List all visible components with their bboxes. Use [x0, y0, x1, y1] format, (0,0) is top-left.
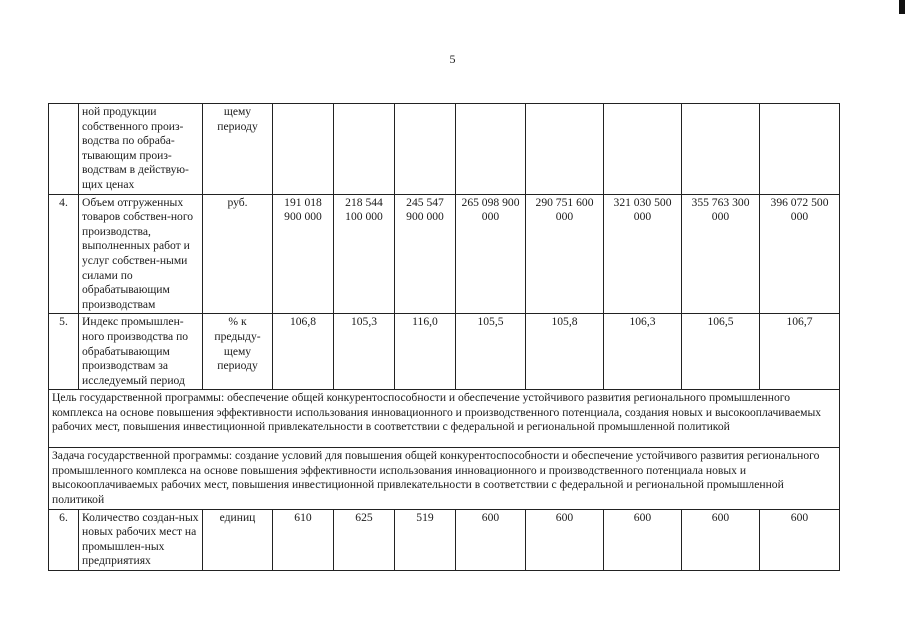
value-cell: 396 072 500 000: [760, 194, 840, 314]
value-cell: [273, 104, 334, 195]
value-cell: 106,8: [273, 314, 334, 390]
indicators-table: [48, 103, 840, 571]
value-cell: 290 751 600 000: [526, 194, 604, 314]
value-cell: [395, 104, 456, 195]
value-cell: [334, 104, 395, 195]
value-cell: 106,7: [760, 314, 840, 390]
value-cell: 106,5: [682, 314, 760, 390]
value-cell: 321 030 500 000: [604, 194, 682, 314]
table-row: [49, 509, 840, 570]
table-row: [49, 314, 840, 390]
value-cell: 245 547 900 000: [395, 194, 456, 314]
value-cell: 105,8: [526, 314, 604, 390]
program-goal: Цель государственной программы: обеспечение общей конкурентоспособности и обеспечение устойчивого развития регионального промышленного комплекса на основе повышения эффективности использования инновационного и производственного потенциала, создания новых и высокооплачиваемых рабочих мест, повышения инвестиционной привлекательности в соответствии с федеральной и региональной промышленной политикой: [49, 390, 840, 448]
value-cell: [760, 104, 840, 195]
value-cell: 625: [334, 509, 395, 570]
value-cell: [526, 104, 604, 195]
table-row: [49, 104, 840, 195]
value-cell: [456, 104, 526, 195]
value-cell: 105,3: [334, 314, 395, 390]
value-cell: [682, 104, 760, 195]
table-row: [49, 194, 840, 314]
value-cell: 600: [526, 509, 604, 570]
value-cell: 600: [682, 509, 760, 570]
unit-cell: единиц: [203, 509, 273, 570]
table-row: [49, 390, 840, 448]
value-cell: 355 763 300 000: [682, 194, 760, 314]
value-cell: 191 018 900 000: [273, 194, 334, 314]
edge-mark: [899, 0, 905, 14]
unit-cell: руб.: [203, 194, 273, 314]
value-cell: 600: [456, 509, 526, 570]
row-number: 5.: [49, 314, 79, 390]
row-number: [49, 104, 79, 195]
value-cell: 600: [760, 509, 840, 570]
value-cell: 600: [604, 509, 682, 570]
unit-cell: % к предыду-щему периоду: [203, 314, 273, 390]
program-task: Задача государственной программы: создание условий для повышения общей конкурентоспособности и обеспечение устойчивого развития регионального промышленного комплекса на основе повышения эффективности использования инновационного и производственного потенциала новых и высокооплачиваемых рабочих мест, повышения инвестиционной привлекательности в соответствии с федеральной и региональной промышленной политикой: [49, 448, 840, 509]
page-number: 5: [449, 52, 456, 66]
value-cell: 105,5: [456, 314, 526, 390]
value-cell: 610: [273, 509, 334, 570]
value-cell: 265 098 900 000: [456, 194, 526, 314]
row-number: 4.: [49, 194, 79, 314]
indicator-name: Индекс промышлен-ного производства по обрабатывающим производствам за исследуемый период: [79, 314, 203, 390]
unit-cell: щему периоду: [203, 104, 273, 195]
value-cell: 116,0: [395, 314, 456, 390]
value-cell: 519: [395, 509, 456, 570]
indicator-name: Объем отгруженных товаров собствен-ного производства, выполненных работ и услуг собствен-ными силами по обрабатывающим производствам: [79, 194, 203, 314]
indicator-name: ной продукции собственного произ-водства по обраба-тывающим произ-водствам в действую-щих ценах: [79, 104, 203, 195]
table-row: [49, 448, 840, 509]
row-number: 6.: [49, 509, 79, 570]
value-cell: 106,3: [604, 314, 682, 390]
value-cell: [604, 104, 682, 195]
indicator-name: Количество создан-ных новых рабочих мест на промышлен-ных предприятиях: [79, 509, 203, 570]
value-cell: 218 544 100 000: [334, 194, 395, 314]
